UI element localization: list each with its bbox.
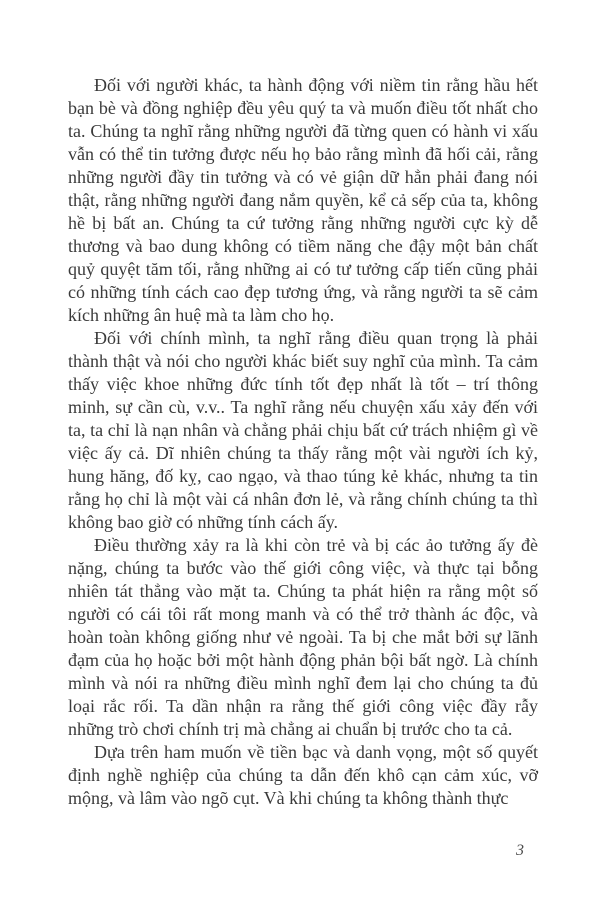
paragraph-3: Điều thường xảy ra là khi còn trẻ và bị các ảo tưởng ấy đè nặng, chúng ta bước vào thế giới công việc, và thực tại bỗng nhiên tát thẳng vào mặt ta. Chúng ta phát hiện ra rằng một số người có cái tôi rất mong manh và có thể trở thành ác độc, và hoàn toàn không giống như vẻ ngoài. Ta bị che mắt bởi sự lãnh đạm của họ hoặc bởi một hành động phản bội bất ngờ. Là chính mình và nói ra những điều mình nghĩ đem lại cho chúng ta đủ loại rắc rối. Ta dần nhận ra rằng thế giới công việc đầy rẫy những trò chơi chính trị mà chẳng ai chuẩn bị trước cho ta cả. [68, 535, 538, 739]
body-text [68, 74, 538, 810]
paragraph-4: Dựa trên ham muốn về tiền bạc và danh vọng, một số quyết định nghề nghiệp của chúng ta dẫn đến khô cạn cảm xúc, vỡ mộng, và lâm vào ngõ cụt. Và khi chúng ta không thành thực [68, 742, 538, 808]
page-number: 3 [516, 842, 524, 859]
paragraph-2: Đối với chính mình, ta nghĩ rằng điều quan trọng là phải thành thật và nói cho người khác biết suy nghĩ của mình. Ta cảm thấy việc khoe những đức tính tốt đẹp nhất là tốt – trí thông minh, sự cần cù, v.v.. Ta nghĩ rằng nếu chuyện xấu xảy đến với ta, ta chỉ là nạn nhân và chẳng phải chịu bất cứ trách nhiệm gì về việc ấy cả. Dĩ nhiên chúng ta thấy rằng một vài người ích kỷ, hung hăng, đố kỵ, cao ngạo, và thao túng kẻ khác, nhưng ta tin rằng họ chỉ là một vài cá nhân đơn lẻ, và rằng chính chúng ta thì không bao giờ có những tính cách ấy. [68, 328, 538, 532]
paragraph-1: Đối với người khác, ta hành động với niềm tin rằng hầu hết bạn bè và đồng nghiệp đều yêu quý ta và muốn điều tốt nhất cho ta. Chúng ta nghĩ rằng những người đã từng quen có hành vi xấu vẫn có thể tin tưởng được nếu họ bảo rằng mình đã hối cải, rằng những người đầy tin tưởng và có vẻ giận dữ hẳn phải đang nói thật, rằng những người đang nắm quyền, kể cả sếp của ta, không hề bị bất an. Chúng ta cứ tưởng rằng những người cực kỳ dễ thương và bao dung không có tiềm năng che đậy một bản chất quỷ quyệt tăm tối, rằng những ai có tư tưởng cấp tiến cũng phải có những tính cách cao đẹp tương ứng, và rằng người ta sẽ cảm kích những ân huệ mà ta làm cho họ. [68, 75, 538, 325]
